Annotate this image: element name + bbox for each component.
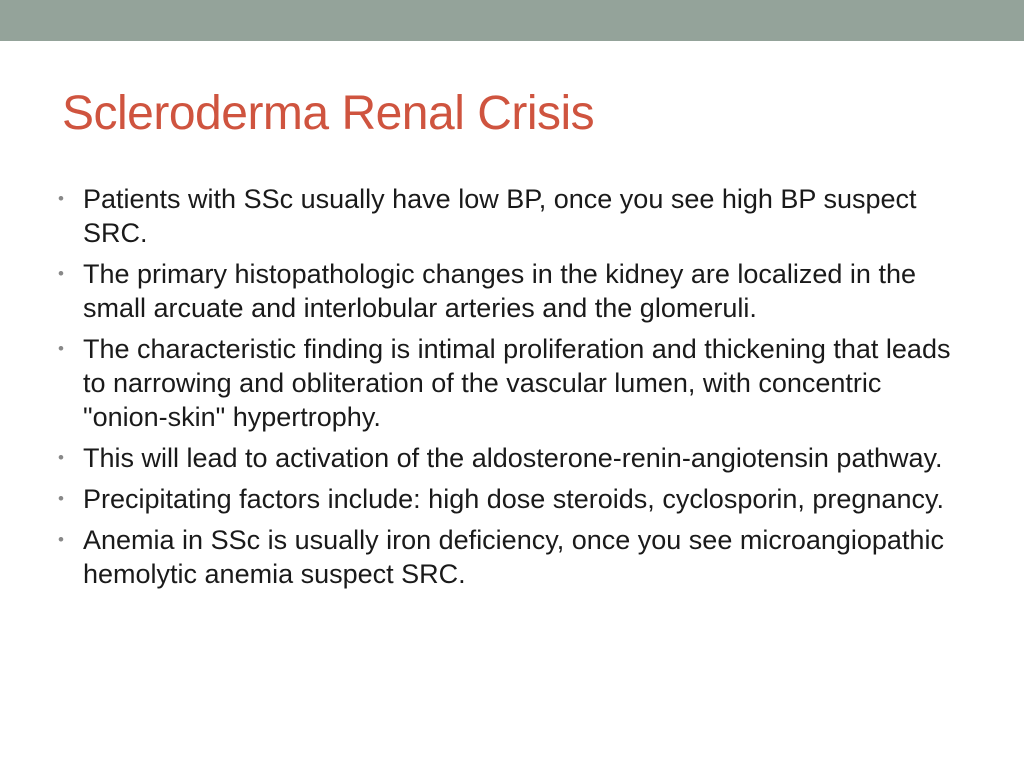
bullet-item (58, 332, 958, 434)
bullet-text: The characteristic finding is intimal proliferation and thickening that leads to narrowing and obliteration of the vascular lumen, with concentric "onion-skin" hypertrophy. (83, 334, 951, 432)
bullet-text: Precipitating factors include: high dose steroids, cyclosporin, pregnancy. (83, 484, 944, 514)
bullet-text: The primary histopathologic changes in the kidney are localized in the small arcuate and interlobular arteries and the glomeruli. (83, 259, 916, 323)
top-color-band (0, 0, 1024, 41)
bullet-marker: • (58, 530, 64, 549)
bullet-list (58, 182, 958, 598)
bullet-text: Anemia in SSc is usually iron deficiency, once you see microangiopathic hemolytic anemia suspect SRC. (83, 525, 944, 589)
bullet-text: This will lead to activation of the aldosterone-renin-angiotensin pathway. (83, 443, 943, 473)
slide-title: Scleroderma Renal Crisis (62, 87, 595, 140)
bullet-marker: • (58, 489, 64, 508)
bullet-item (58, 523, 958, 591)
bullet-item (58, 182, 958, 250)
bullet-item (58, 257, 958, 325)
bullet-marker: • (58, 264, 64, 283)
bullet-marker: • (58, 189, 64, 208)
bullet-marker: • (58, 339, 64, 358)
bullet-item (58, 482, 958, 516)
bullet-marker: • (58, 448, 64, 467)
bullet-text: Patients with SSc usually have low BP, once you see high BP suspect SRC. (83, 184, 917, 248)
bullet-item (58, 441, 958, 475)
